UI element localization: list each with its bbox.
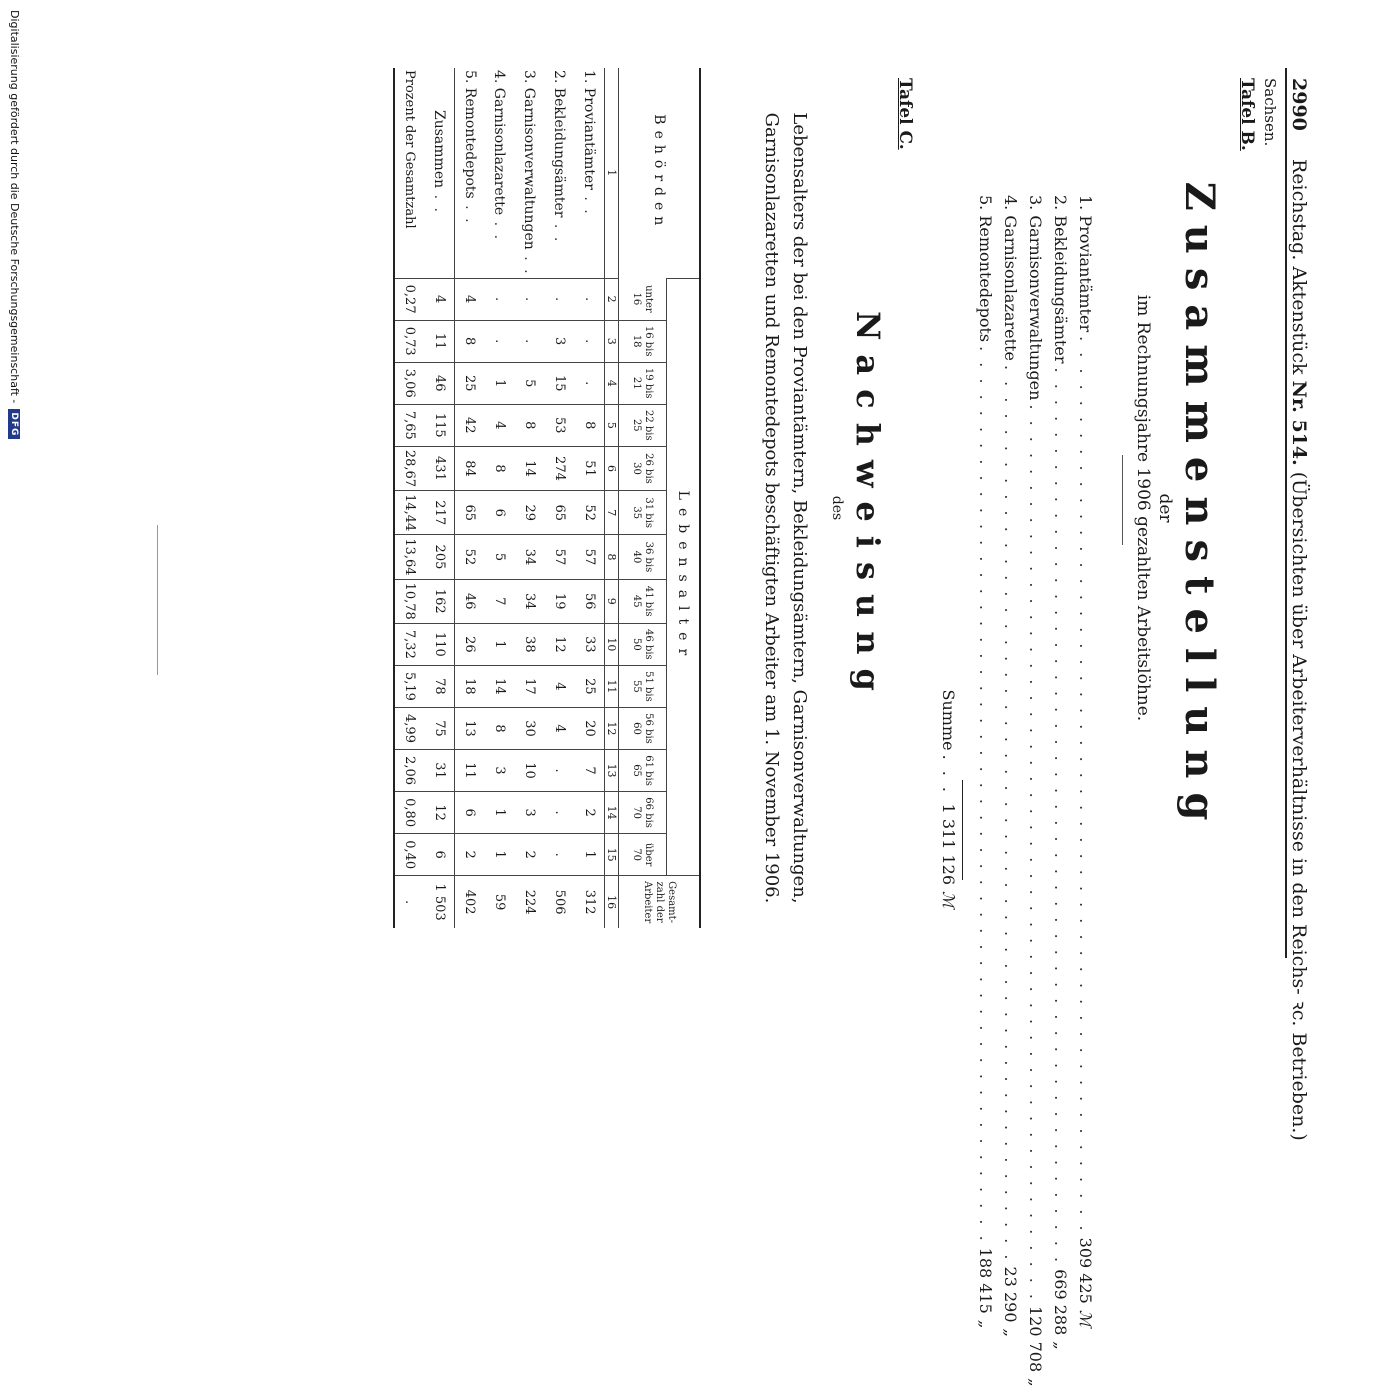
table-cell: 57 [545, 535, 575, 579]
table-cell: 13 [455, 707, 485, 749]
table-cell: 18 [455, 665, 485, 707]
table-cell: 3 [515, 792, 545, 834]
table-cell: 2 [455, 834, 485, 876]
table-cell: 162 [425, 579, 455, 623]
table-cell: 8 [515, 404, 545, 446]
table-cell: 57 [575, 535, 605, 579]
table-cell: 3 [485, 750, 515, 792]
wage-row: 3. Garnisonverwaltungen . . . . . . . . . . . . . . . . . . . . . . . . . . . . . . . . . . . . . . . . . . . . . . . . . . . . . . . . 120 708 „ [1026, 195, 1045, 1386]
age-group-header: 46 bis 50 [619, 623, 667, 665]
table-cell: 33 [575, 623, 605, 665]
age-group-header: über 70 [619, 834, 667, 876]
table-total-cell: 224 [515, 876, 545, 928]
table-cell: 25 [575, 665, 605, 707]
header-text-c: (Übersichten über Arbeiterverhältnisse in den Reichs- ꝛc. Betrieben.) [1288, 471, 1310, 1141]
table-cell: 1 [485, 834, 515, 876]
row-label: 2. Bekleidungsämter . . [551, 70, 568, 244]
table-cell: 8 [575, 404, 605, 446]
table-cell: 8 [455, 320, 485, 362]
table-cell: 0,40 [395, 834, 425, 876]
sum-label: Summe [939, 689, 958, 751]
table-cell: . [545, 834, 575, 876]
sum-rule [962, 780, 963, 880]
table-cell: 5,19 [395, 665, 425, 707]
tafel-b-sub2: im Rechnungsjahre 1906 gezahlten Arbeitslöhne. [1133, 294, 1153, 722]
column-number-row: 1 2 3 4 5 6 7 8 9 10 11 12 13 14 15 16 [605, 68, 619, 928]
tafel-b-title: Zusammenstellung [1176, 181, 1223, 835]
table-cell: 110 [425, 623, 455, 665]
table-cell: 11 [455, 750, 485, 792]
table-cell: 14 [485, 665, 515, 707]
table-cell: 5 [515, 362, 545, 404]
table-cell: . [575, 362, 605, 404]
table-cell: 12 [425, 792, 455, 834]
table-cell: 2 [575, 792, 605, 834]
table-cell: 274 [545, 446, 575, 490]
table-cell: 4 [545, 707, 575, 749]
table-total-cell: 402 [455, 876, 485, 928]
table-cell: 7,65 [395, 404, 425, 446]
age-group-header: 66 bis 70 [619, 792, 667, 834]
table-percent-row [395, 68, 425, 928]
state-label: Sachsen. [1261, 78, 1279, 147]
table-row [545, 68, 575, 928]
sum-unit: ℳ [939, 891, 958, 909]
age-group-header: 61 bis 65 [619, 750, 667, 792]
table-total-cell: . [395, 876, 425, 928]
table-cell: 2 [515, 834, 545, 876]
table-cell: 10 [515, 750, 545, 792]
table-cell: 3 [545, 320, 575, 362]
wage-row: 5. Remontedepots . . . . . . . . . . . . . . . . . . . . . . . . . . . . . . . . . . . . . . . . . . . . . . . . . . . . . . . . 188 415 „ [976, 195, 995, 1329]
table-cell: 4,99 [395, 707, 425, 749]
table-row [455, 68, 485, 928]
table-cell: 52 [575, 491, 605, 535]
row-label: Zusammen . . [425, 68, 455, 278]
row-label: 5. Remontedepots . . [461, 70, 478, 225]
table-cell: 13,64 [395, 535, 425, 579]
table-cell: 30 [515, 707, 545, 749]
table-cell: 4 [485, 404, 515, 446]
table-cell: 4 [425, 278, 455, 320]
table-cell: . [575, 320, 605, 362]
table-cell: 5 [485, 535, 515, 579]
table-cell: 51 [575, 446, 605, 490]
table-cell: 217 [425, 491, 455, 535]
table-cell: 0,27 [395, 278, 425, 320]
table-cell: . [545, 278, 575, 320]
age-group-header: 41 bis 45 [619, 579, 667, 623]
table-cell: 12 [545, 623, 575, 665]
table-cell: 6 [485, 491, 515, 535]
table-cell: 29 [515, 491, 545, 535]
funding-note: Digitalisierung gefördert durch die Deutsche Forschungsgemeinschaft - [8, 10, 21, 404]
tafel-c-sub1: des [829, 495, 845, 521]
age-group-header: 16 bis 18 [619, 320, 667, 362]
table-cell: 7,32 [395, 623, 425, 665]
table-row [575, 68, 605, 928]
table-cell: 1 [485, 623, 515, 665]
tafel-c-title: Nachweisung [849, 311, 887, 705]
table-cell: 78 [425, 665, 455, 707]
table-cell: 53 [545, 404, 575, 446]
table-cell: 42 [455, 404, 485, 446]
tafel-b-sub1: der [1155, 493, 1175, 523]
table-cell: . [485, 278, 515, 320]
table-cell: 65 [545, 491, 575, 535]
dfg-logo: DFG [9, 409, 21, 439]
table-cell: 7 [575, 750, 605, 792]
running-header [1287, 78, 1313, 1141]
header-text-b: Nr. 514. [1288, 380, 1310, 466]
header-rule [1285, 68, 1287, 958]
table-cell: . [515, 320, 545, 362]
table-cell: 20 [575, 707, 605, 749]
table-cell: 31 [425, 750, 455, 792]
age-group-header: 26 bis 30 [619, 446, 667, 490]
table-cell: 10,78 [395, 579, 425, 623]
table-cell: 17 [515, 665, 545, 707]
table-cell: 84 [455, 446, 485, 490]
table-cell: 34 [515, 579, 545, 623]
table-cell: 3,06 [395, 362, 425, 404]
table-cell: 26 [455, 623, 485, 665]
row-label: 1. Proviantämter . . [581, 70, 598, 216]
table-cell: 19 [545, 579, 575, 623]
age-group-header: 36 bis 40 [619, 535, 667, 579]
age-group-header: 31 bis 35 [619, 491, 667, 535]
table-cell: 2,06 [395, 750, 425, 792]
table-total-cell: 1 503 [425, 876, 455, 928]
footer-rule [157, 525, 158, 675]
row-label: Prozent der Gesamtzahl [395, 68, 425, 278]
col-header-behoerden: Behörden [619, 68, 701, 278]
table-row [515, 68, 545, 928]
wage-sum-row: Summe . . . 1 311 126 ℳ [933, 195, 958, 915]
table-cell: . [575, 278, 605, 320]
table-cell: 431 [425, 446, 455, 490]
table-cell: . [515, 278, 545, 320]
table-row [485, 68, 515, 928]
table-cell: 11 [425, 320, 455, 362]
table-cell: 7 [485, 579, 515, 623]
table-cell: 14 [515, 446, 545, 490]
table-cell: 6 [425, 834, 455, 876]
table-cell: . [485, 320, 515, 362]
table-cell: 52 [455, 535, 485, 579]
table-cell: 14,44 [395, 491, 425, 535]
table-cell: 38 [515, 623, 545, 665]
table-cell: 4 [545, 665, 575, 707]
age-group-header: 51 bis 55 [619, 665, 667, 707]
table-cell: 205 [425, 535, 455, 579]
table-cell: 1 [485, 362, 515, 404]
table-total-cell: 59 [485, 876, 515, 928]
table-cell: 46 [455, 579, 485, 623]
wage-list [970, 195, 1095, 1386]
age-group-header: unter 16 [619, 278, 667, 320]
table-cell: 4 [455, 278, 485, 320]
col-header-gesamt: Gesamt-zahl der Arbeiter [619, 876, 701, 928]
table-total-cell: 312 [575, 876, 605, 928]
table-cell: 0,73 [395, 320, 425, 362]
table-cell: . [545, 750, 575, 792]
table-cell: . [545, 792, 575, 834]
table-total-cell: 506 [545, 876, 575, 928]
tafel-b-label: Tafel B. [1237, 78, 1257, 151]
table-cell: 34 [515, 535, 545, 579]
header-text-a: Reichstag. Aktenstück [1288, 158, 1310, 375]
table-cell: 1 [485, 792, 515, 834]
table-cell: 8 [485, 707, 515, 749]
wage-row: 4. Garnisonlazarette . . . . . . . . . . . . . . . . . . . . . . . . . . . . . . . . . . . . . . . . . . . . . . . . . . . . . . . . 23 290 „ [1001, 195, 1020, 1337]
wage-row: 1. Proviantämter . . . . . . . . . . . . . . . . . . . . . . . . . . . . . . . . . . . . . . . . . . . . . . . . . . . . . . . . 309 425 ℳ [1076, 195, 1095, 1327]
table-cell: 65 [455, 491, 485, 535]
age-group-header: 22 bis 25 [619, 404, 667, 446]
table-cell: 46 [425, 362, 455, 404]
table-cell: 15 [545, 362, 575, 404]
age-group-header: 56 bis 60 [619, 707, 667, 749]
table-cell: 25 [455, 362, 485, 404]
table-cell: 115 [425, 404, 455, 446]
table-sum-row [425, 68, 455, 928]
table-cell: 75 [425, 707, 455, 749]
sum-value: 1 311 126 [939, 803, 958, 885]
wage-row: 2. Bekleidungsämter . . . . . . . . . . . . . . . . . . . . . . . . . . . . . . . . . . . . . . . . . . . . . . . . . . . . . . . . 669 288 „ [1051, 195, 1070, 1350]
row-label: 3. Garnisonverwaltungen . . [521, 70, 538, 276]
table-cell: 1 [575, 834, 605, 876]
page-number: 2990 [1288, 78, 1310, 131]
table-cell: 28,67 [395, 446, 425, 490]
funding-footer [8, 10, 21, 980]
col-header-lebensalter: Lebensalter [667, 278, 701, 876]
age-table [394, 68, 702, 928]
tafel-b-rule [1122, 455, 1123, 545]
table-cell: 56 [575, 579, 605, 623]
table-cell: 0,80 [395, 792, 425, 834]
table-cell: 8 [485, 446, 515, 490]
age-group-header: 19 bis 21 [619, 362, 667, 404]
table-cell: 6 [455, 792, 485, 834]
tafel-c-description: Lebensalters der bei den Proviantämtern, Bekleidungsämtern, Garnisonverwaltungen, Garnisonlazaretten und Remontedepots beschäftigten Arbeiter am 1. November 1906. [761, 112, 810, 904]
row-label: 4. Garnisonlazarette . . [491, 70, 508, 242]
tafel-c-label: Tafel C. [895, 78, 915, 150]
